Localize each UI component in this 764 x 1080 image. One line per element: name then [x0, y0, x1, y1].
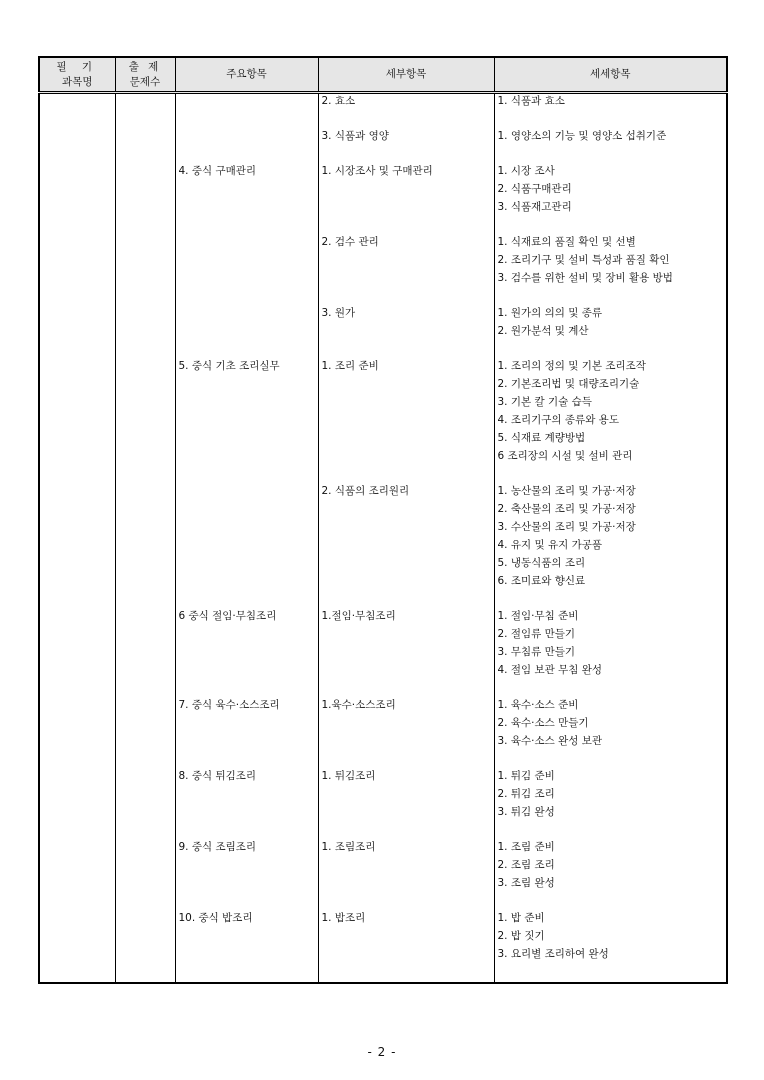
header-detail-item: 세부항목 [318, 57, 494, 93]
question-count-cell [115, 93, 175, 984]
subdetail-item [495, 609, 727, 698]
major-item-text: 9. 중식 조림조리 [178, 841, 257, 853]
detail-item-text: 1. 튀김조리 [321, 770, 376, 782]
subdetail-item-text: 2. 튀김 조리 [497, 788, 555, 800]
subdetail-item [495, 164, 727, 235]
detail-item [319, 698, 494, 769]
major-item [176, 94, 318, 129]
subdetail-item [495, 306, 727, 359]
subdetail-item-text: 1. 식재료의 품질 확인 및 선별 [497, 236, 636, 248]
subdetail-item-text: 3. 무침류 만들기 [497, 646, 576, 658]
subdetail-item-text: 2. 조리기구 및 설비 특성과 품질 확인 [497, 254, 670, 266]
subject-cell [39, 93, 115, 984]
subdetail-item-text: 3. 기본 칼 기술 습득 [497, 396, 592, 408]
detail-item [319, 911, 494, 982]
subdetail-item-text: 2. 조림 조리 [497, 859, 555, 871]
subdetail-item-text: 1. 절임·무침 준비 [497, 610, 579, 622]
detail-item [319, 484, 494, 609]
major-item [176, 129, 318, 164]
major-item-text: 6 중식 절임·무침조리 [178, 610, 277, 622]
major-item-text: 8. 중식 튀김조리 [178, 770, 257, 782]
major-item-text: 5. 중식 기초 조리실무 [178, 360, 280, 372]
subdetail-item-text: 3. 식품재고관리 [497, 201, 572, 213]
subdetail-item-text: 2. 식품구매관리 [497, 183, 572, 195]
detail-item-text: 1. 조리 준비 [321, 360, 379, 372]
subdetail-item [495, 698, 727, 769]
subdetail-item-text: 6. 조미료와 향신료 [497, 575, 586, 587]
subdetail-item-text: 1. 원가의 의의 및 종류 [497, 307, 603, 319]
header-major-item: 주요항목 [175, 57, 318, 93]
subdetail-item-text: 2. 기본조리법 및 대량조리기술 [497, 378, 640, 390]
subdetail-item-text: 3. 수산물의 조리 및 가공·저장 [497, 521, 636, 533]
subdetail-item-text: 1. 시장 조사 [497, 165, 555, 177]
subdetail-item-text: 5. 냉동식품의 조리 [497, 557, 586, 569]
subdetail-item-text: 1. 영양소의 기능 및 영양소 섭취기준 [497, 130, 667, 142]
detail-item-text: 1. 밥조리 [321, 912, 366, 924]
major-item [176, 911, 318, 982]
subdetail-item-text: 3. 요리별 조리하여 완성 [497, 948, 609, 960]
major-item [176, 840, 318, 911]
subdetail-item-text: 1. 조림 준비 [497, 841, 555, 853]
subdetail-item [495, 235, 727, 306]
subdetail-item-text: 2. 원가분석 및 계산 [497, 325, 589, 337]
subdetail-item-text: 4. 절임 보관 무침 완성 [497, 664, 603, 676]
detail-item [319, 840, 494, 911]
header-subdetail-item: 세세항목 [494, 57, 727, 93]
table-header-row [39, 57, 727, 93]
detail-item-text: 1. 시장조사 및 구매관리 [321, 165, 433, 177]
major-item [176, 306, 318, 359]
table-body-row [39, 93, 727, 984]
subdetail-item-text: 2. 밥 짓기 [497, 930, 545, 942]
detail-item-text: 2. 식품의 조리원리 [321, 485, 410, 497]
detail-item [319, 306, 494, 359]
subdetail-item [495, 359, 727, 484]
detail-item-text: 2. 검수 관리 [321, 236, 379, 248]
detail-item [319, 359, 494, 484]
detail-item-text: 1. 조림조리 [321, 841, 376, 853]
subdetail-item [495, 94, 727, 129]
detail-item [319, 235, 494, 306]
detail-column [318, 93, 494, 984]
detail-item [319, 129, 494, 164]
major-item [176, 609, 318, 698]
subdetail-item-text: 5. 식재료 계량방법 [497, 432, 586, 444]
detail-item-text: 1.절임·무침조리 [321, 610, 396, 622]
subdetail-item-text: 4. 조리기구의 종류와 용도 [497, 414, 619, 426]
major-item-text: 7. 중식 육수·소스조리 [178, 699, 280, 711]
subdetail-item [495, 840, 727, 911]
subdetail-item [495, 129, 727, 164]
subdetail-item-text: 2. 절임류 만들기 [497, 628, 576, 640]
subdetail-item-text: 1. 농산물의 조리 및 가공·저장 [497, 485, 636, 497]
curriculum-table [38, 56, 728, 984]
subdetail-item-text: 3. 조림 완성 [497, 877, 555, 889]
subdetail-item-text: 3. 육수·소스 완성 보관 [497, 735, 603, 747]
detail-item-text: 2. 효소 [321, 95, 356, 107]
header-count-line2: 문제수 [129, 75, 161, 88]
subdetail-item-text: 2. 축산물의 조리 및 가공·저장 [497, 503, 636, 515]
subdetail-item-text: 1. 육수·소스 준비 [497, 699, 579, 711]
subdetail-item-text: 4. 유지 및 유지 가공품 [497, 539, 603, 551]
major-item [176, 484, 318, 609]
subdetail-item [495, 911, 727, 982]
page-number: - 2 - [367, 1045, 397, 1059]
major-column [175, 93, 318, 984]
detail-item [319, 609, 494, 698]
major-item-text: 10. 중식 밥조리 [178, 912, 253, 924]
major-item [176, 698, 318, 769]
major-item [176, 359, 318, 484]
header-subject-line2: 과목명 [62, 75, 93, 88]
major-item-text: 4. 중식 구매관리 [178, 165, 257, 177]
detail-item [319, 769, 494, 840]
subdetail-item-text: 3. 검수를 위한 설비 및 장비 활용 방법 [497, 272, 673, 284]
subdetail-item-text: 6 조리장의 시설 및 설비 관리 [497, 450, 633, 462]
detail-item [319, 164, 494, 235]
detail-item [319, 94, 494, 129]
subdetail-item-text: 1. 튀김 준비 [497, 770, 555, 782]
subdetail-item [495, 769, 727, 840]
header-subject-line1: 필 기 [56, 60, 99, 73]
major-item [176, 769, 318, 840]
detail-item-text: 3. 원가 [321, 307, 356, 319]
detail-item-text: 3. 식품과 영양 [321, 130, 389, 142]
subdetail-item-text: 1. 식품과 효소 [497, 95, 565, 107]
subdetail-item-text: 1. 밥 준비 [497, 912, 545, 924]
header-subject [39, 57, 115, 93]
subdetail-item-text: 1. 조리의 정의 및 기본 조리조작 [497, 360, 646, 372]
detail-item-text: 1.육수·소스조리 [321, 699, 396, 711]
major-item [176, 235, 318, 306]
subdetail-item [495, 484, 727, 609]
header-question-count [115, 57, 175, 93]
subdetail-item-text: 2. 육수·소스 만들기 [497, 717, 589, 729]
subdetail-column [494, 93, 727, 984]
major-item [176, 164, 318, 235]
subdetail-item-text: 3. 튀김 완성 [497, 806, 555, 818]
header-count-line1: 출 제 [128, 60, 162, 73]
